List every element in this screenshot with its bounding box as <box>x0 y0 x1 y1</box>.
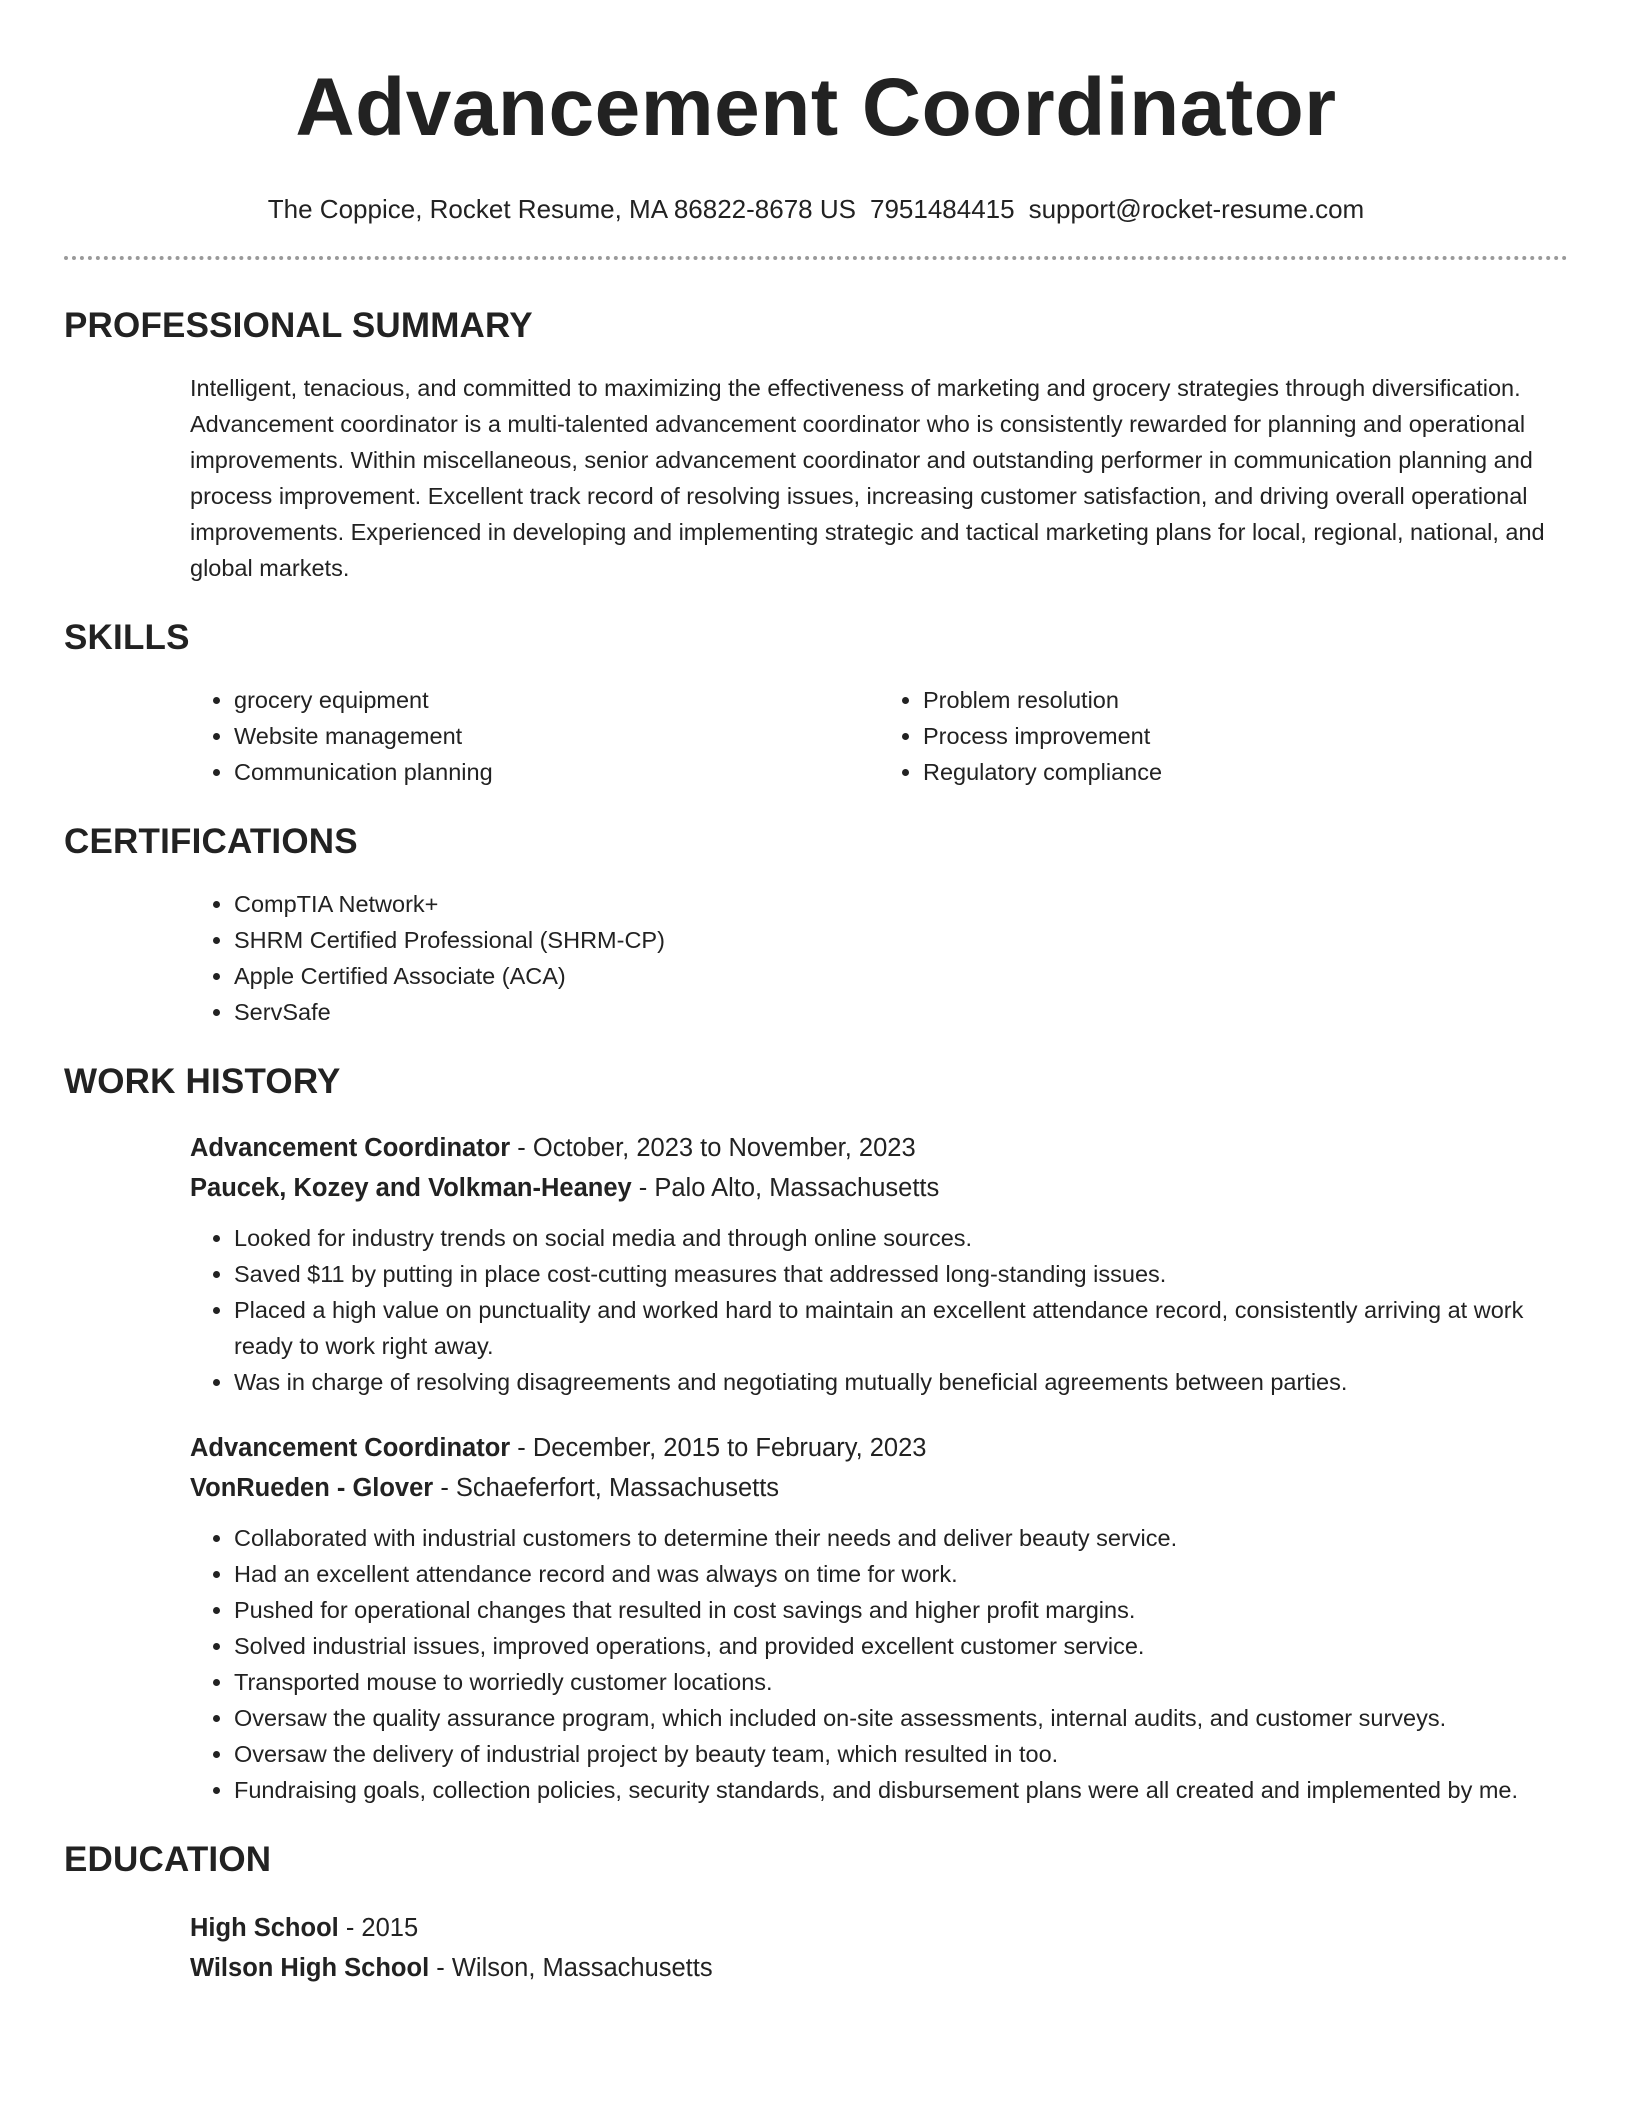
certifications-section <box>64 886 1568 1030</box>
contact-address: The Coppice, Rocket Resume, MA 86822-8678 US <box>267 194 856 224</box>
certification-item: • SHRM Certified Professional (SHRM-CP) <box>234 922 1568 958</box>
work-history-heading: WORK HISTORY <box>64 1062 341 1101</box>
summary-section <box>64 370 1568 586</box>
certification-item: • Apple Certified Associate (ACA) <box>234 958 1568 994</box>
education-school-line <box>190 1948 1568 1988</box>
job-company: Paucek, Kozey and Volkman-Heaney <box>190 1174 632 1202</box>
job-bullet: • Looked for industry trends on social media and through online sources. <box>234 1220 1568 1256</box>
job-bullet: • Had an excellent attendance record and was always on time for work. <box>234 1556 1568 1592</box>
education-section <box>64 1908 1568 1988</box>
summary-text: Intelligent, tenacious, and committed to maximizing the effectiveness of marketing and grocery strategies through diversification. Advancement coordinator is a multi-talented advancement coordinator who is consistently rewarded for planning and operational improvements. Within miscellaneous, senior advancement coordinator and outstanding performer in communication planning and process improvement. Excellent track record of resolving issues, increasing customer satisfaction, and driving overall operational improvements. Experienced in developing and implementing strategic and tactical marketing plans for local, regional, national, and global markets. <box>190 375 1545 581</box>
certification-item: • ServSafe <box>234 994 1568 1030</box>
work-history-section <box>64 1128 1568 1808</box>
skill-item: • Process improvement <box>923 718 1568 754</box>
job-company-line <box>190 1168 1568 1208</box>
header-divider <box>64 256 1568 260</box>
job-dates: - December, 2015 to February, 2023 <box>510 1434 927 1462</box>
skill-item: • Regulatory compliance <box>923 754 1568 790</box>
certifications-heading: CERTIFICATIONS <box>64 822 358 861</box>
job-bullet: • Was in charge of resolving disagreements and negotiating mutually beneficial agreements between parties. <box>234 1364 1568 1400</box>
education-degree-line <box>190 1908 1568 1948</box>
skills-heading: SKILLS <box>64 618 190 657</box>
job-bullet: • Collaborated with industrial customers to determine their needs and deliver beauty service. <box>234 1520 1568 1556</box>
skills-grid <box>190 682 1568 790</box>
education-location: - Wilson, Massachusetts <box>429 1954 713 1982</box>
job-location: - Schaeferfort, Massachusetts <box>433 1474 780 1502</box>
skills-section <box>64 682 1568 790</box>
job-bullet: • Saved $11 by putting in place cost-cutting measures that addressed long-standing issues. <box>234 1256 1568 1292</box>
contact-line <box>64 192 1568 226</box>
skills-list-left <box>190 682 879 790</box>
education-degree: High School <box>190 1914 339 1942</box>
skill-item: • Communication planning <box>234 754 879 790</box>
job-bullet: • Oversaw the quality assurance program, which included on-site assessments, internal audits, and customer surveys. <box>234 1700 1568 1736</box>
skill-item: • Website management <box>234 718 879 754</box>
job-bullet: • Oversaw the delivery of industrial project by beauty team, which resulted in too. <box>234 1736 1568 1772</box>
summary-heading: PROFESSIONAL SUMMARY <box>64 306 533 345</box>
job-title-line <box>190 1428 1568 1468</box>
job-title-line <box>190 1128 1568 1168</box>
job-company: VonRueden - Glover <box>190 1474 434 1502</box>
job-company-line <box>190 1468 1568 1508</box>
job-location: - Palo Alto, Massachusetts <box>631 1174 940 1202</box>
resume-name: Advancement Coordinator <box>295 62 1337 153</box>
job-bullet: • Fundraising goals, collection policies, security standards, and disbursement plans were all created and implemented by me. <box>234 1772 1568 1808</box>
certification-item: • CompTIA Network+ <box>234 886 1568 922</box>
job-role: Advancement Coordinator <box>190 1134 511 1162</box>
job-role: Advancement Coordinator <box>190 1434 511 1462</box>
skills-list-right <box>879 682 1568 790</box>
contact-email: support@rocket-resume.com <box>1028 194 1365 224</box>
job-bullets <box>190 1520 1568 1808</box>
education-year: - 2015 <box>338 1914 419 1942</box>
certifications-list <box>190 886 1568 1030</box>
skill-item: • Problem resolution <box>923 682 1568 718</box>
contact-phone: 7951484415 <box>869 194 1015 224</box>
education-heading: EDUCATION <box>64 1840 272 1879</box>
job-dates: - October, 2023 to November, 2023 <box>510 1134 916 1162</box>
education-school: Wilson High School <box>190 1954 430 1982</box>
skill-item: • grocery equipment <box>234 682 879 718</box>
job-bullet: • Placed a high value on punctuality and worked hard to maintain an excellent attendance record, consistently arriving at work ready to work right away. <box>234 1292 1568 1364</box>
job-bullet: • Transported mouse to worriedly customer locations. <box>234 1664 1568 1700</box>
job-bullet: • Pushed for operational changes that resulted in cost savings and higher profit margins. <box>234 1592 1568 1628</box>
job-bullet: • Solved industrial issues, improved operations, and provided excellent customer service. <box>234 1628 1568 1664</box>
job-bullets <box>190 1220 1568 1400</box>
